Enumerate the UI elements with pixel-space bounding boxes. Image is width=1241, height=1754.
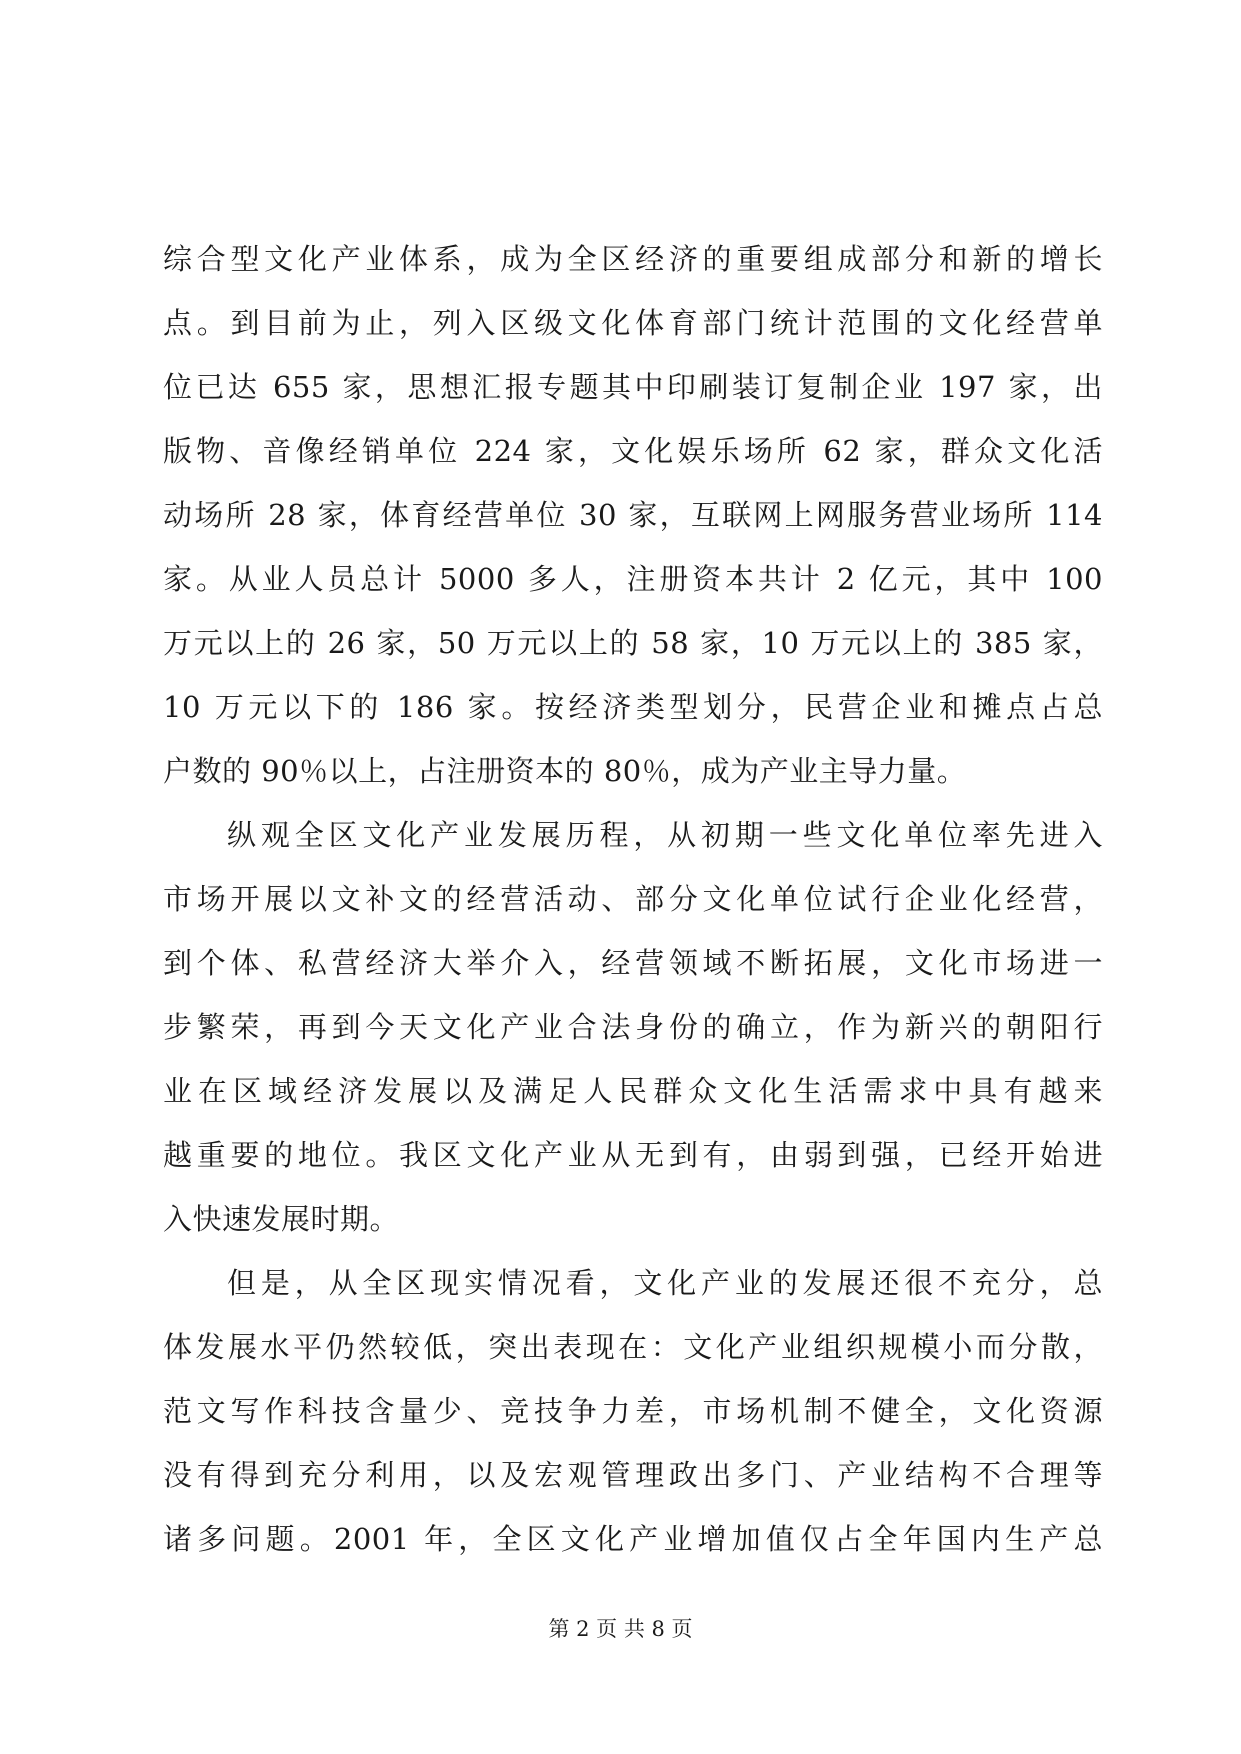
text-line: 越重要的地位。我区文化产业从无到有，由弱到强，已经开始进 <box>163 1138 1103 1172</box>
text-line: 但是，从全区现实情况看，文化产业的发展还很不充分，总 <box>227 1266 1103 1300</box>
text-line: 户数的 90％以上，占注册资本的 80％，成为产业主导力量。 <box>163 754 967 788</box>
text-line: 点。到目前为止，列入区级文化体育部门统计范围的文化经营单 <box>163 306 1103 340</box>
text-line: 没有得到充分利用，以及宏观管理政出多门、产业结构不合理等 <box>163 1458 1103 1492</box>
text-line: 范文写作科技含量少、竞技争力差，市场机制不健全，文化资源 <box>163 1394 1103 1428</box>
text-line: 步繁荣，再到今天文化产业合法身份的确立，作为新兴的朝阳行 <box>163 1010 1103 1044</box>
page-number-footer: 第 2 页 共 8 页 <box>548 1617 693 1641</box>
text-line: 体发展水平仍然较低，突出表现在：文化产业组织规模小而分散， <box>163 1330 1103 1364</box>
text-line: 市场开展以文补文的经营活动、部分文化单位试行企业化经营， <box>163 882 1103 916</box>
text-line: 纵观全区文化产业发展历程，从初期一些文化单位率先进入 <box>227 818 1103 852</box>
text-line: 业在区域经济发展以及满足人民群众文化生活需求中具有越来 <box>163 1074 1103 1108</box>
text-line: 万元以上的 26 家，50 万元以上的 58 家，10 万元以上的 385 家， <box>163 626 1103 660</box>
text-line: 位已达 655 家，思想汇报专题其中印刷装订复制企业 197 家，出 <box>163 370 1103 404</box>
paragraph-2 <box>163 803 1103 1251</box>
text-line: 家。从业人员总计 5000 多人，注册资本共计 2 亿元，其中 100 <box>163 562 1103 596</box>
text-line: 诸多问题。2001 年，全区文化产业增加值仅占全年国内生产总 <box>163 1522 1103 1556</box>
text-line: 动场所 28 家，体育经营单位 30 家，互联网上网服务营业场所 114 <box>163 498 1103 532</box>
text-line: 综合型文化产业体系，成为全区经济的重要组成部分和新的增长 <box>163 242 1103 276</box>
text-line: 到个体、私营经济大举介入，经营领域不断拓展，文化市场进一 <box>163 946 1103 980</box>
text-line: 版物、音像经销单位 224 家，文化娱乐场所 62 家，群众文化活 <box>163 434 1103 468</box>
document-body <box>163 227 1103 1571</box>
text-line: 入快速发展时期。 <box>163 1202 400 1236</box>
paragraph-1 <box>163 227 1103 803</box>
paragraph-3 <box>163 1251 1103 1571</box>
text-line: 10 万元以下的 186 家。按经济类型划分，民营企业和摊点占总 <box>163 690 1103 724</box>
